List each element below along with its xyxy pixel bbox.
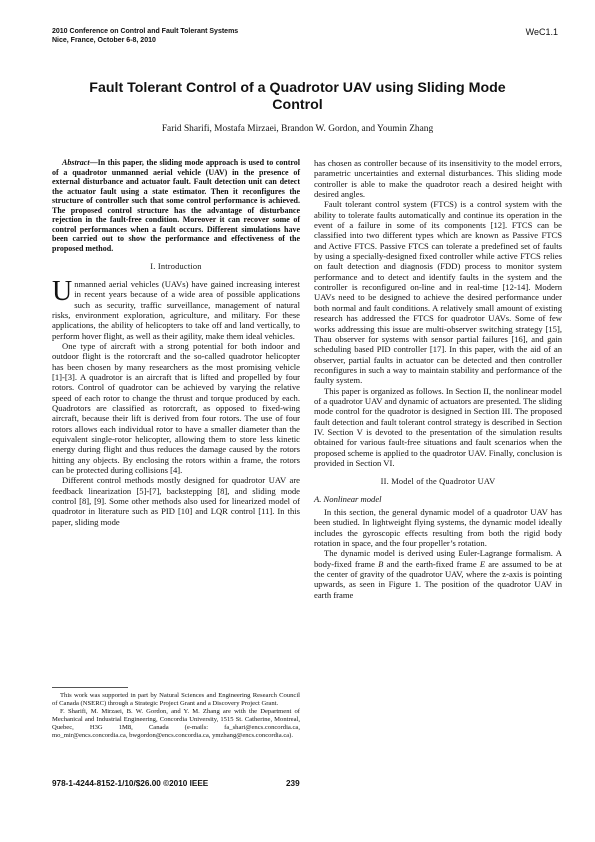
right-paragraph-5-part-a: The dynamic model is derived using Euler-Lagrange formalism. A body-fixed frame (314, 548, 562, 569)
left-column (52, 158, 300, 527)
intro-paragraph-1 (52, 275, 300, 341)
right-paragraph-1: has chosen as controller because of its insensitivity to the model errors, parametric uncertainties and external disturbances. This sliding mode controller is able to make the quadrotor reach a desired height with desired angles. (314, 158, 562, 200)
right-paragraph-5 (314, 548, 562, 600)
page-number: 239 (286, 779, 300, 788)
footnote-funding: This work was supported in part by Natural Sciences and Engineering Research Council of Canada (NSERC) through a Strategic Project Grant and a Discovery Project Grant. (52, 692, 300, 708)
footnote (52, 692, 300, 741)
section-heading-model: II. Model of the Quadrotor UAV (380, 477, 496, 487)
conference-line-1: 2010 Conference on Control and Fault Tolerant Systems (52, 28, 239, 35)
subsection-heading-nonlinear-model: A. Nonlinear model (314, 493, 382, 504)
title-line-2: Control (272, 97, 323, 113)
right-paragraph-2: Fault tolerant control system (FTCS) is a control system with the ability to tolerate faults automatically and continue its operation in the event of a failure in some of its components [12]. FTCS can be classified into two different types which are known as Passive FTCS and Active FTCS. Passive FTCS can tolerate a predefined set of faults by using a specially-designed fixed controller while active FTCS relies on fault detection and diagnosis (FDD) process to monitor system performance and to detect and identify faults in the system and the controller is reconfigured on-line and in real-time [12-14]. Modern UAVs need to be designed to achieve the desired performance under both normal and fault conditions. A relatively small amount of existing research has addressed the FTCS for quadrotor UAVs. Some of few works addressing this issue are multi-observer switching strategy [15], Thau observer for systems with sensor partial failures [16], and gain scheduling based PID controller [17]. In this paper, with the aid of an observer, partial faults in actuator can be detected and then controller reconfigures in such a way to maintain stability and performance of the faulty system. (314, 199, 562, 386)
section-heading-introduction: I. Introduction (150, 262, 202, 272)
footnote-rule (52, 687, 128, 688)
abstract (52, 158, 300, 253)
paper-title (60, 80, 535, 114)
title-line-1: Fault Tolerant Control of a Quadrotor UAV using Sliding Mode (89, 80, 506, 96)
right-paragraph-4: In this section, the general dynamic model of a quadrotor UAV has been studied. In lightweight flying systems, the dynamic model ideally includes the gyroscopic effects resulting from both the rigid body rotation in space, and the four propeller’s rotation. (314, 507, 562, 549)
session-code: WeC1.1 (525, 27, 558, 37)
isbn-footer: 978-1-4244-8152-1/10/$26.00 ©2010 IEEE (52, 779, 209, 788)
abstract-text: —In this paper, the sliding mode approach is used to control of a quadrotor unmanned aerial vehicle (UAV) in the presence of external disturbance and actuator fault. Fault detection unit can detect the actuator fault using a state estimator. Then it reconfigures the structure of controller such that some control performance is achieved. The proposed control structure has the advantage of disturbance rejection in the fault-free condition. Moreover it can recover some of control performances when a fault occurs. Different simulations have been carried out to show the performance and effectiveness of the proposed method. (52, 158, 300, 253)
conference-line-2: Nice, France, October 6-8, 2010 (52, 37, 156, 44)
drop-cap: U (52, 275, 73, 307)
earth-frame-symbol: E (479, 558, 486, 569)
author-list: Farid Sharifi, Mostafa Mirzaei, Brandon W. Gordon, and Youmin Zhang (161, 124, 434, 134)
right-paragraph-5-part-c: are assumed to be at the center of gravity of the quadrotor UAV, where the z-axis is pointing upwards, as seen in Figure 1. The position of the quadrotor UAV in earth frame (314, 558, 563, 600)
right-paragraph-3: This paper is organized as follows. In Section II, the nonlinear model of a quadrotor UAV and dynamic of actuators are presented. The sliding mode control for the quadrotor is designed in Section III. The proposed fault detection and fault tolerant control strategy is described in Section IV. Section V is devoted to the presentation of the simulation results obtained for various fault-free situations and fault scenarios when the proposed scheme is applied to the quadrotor UAV. Finally, conclusion is provided in Section VI. (314, 385, 562, 468)
footnote-affiliation: F. Sharifi, M. Mirzaei, B. W. Gordon, and Y. M. Zhang are with the Department of Mechanical and Industrial Engineering, Concordia University, 1515 St. Catherine, Montreal, Quebec, H3G 1M8, Canada (e-mails: fa_shari@encs.concordia.ca, mo_mir@encs.concordia.ca, bwgordon@encs.concordia.ca, ymzhang@encs.concordia.ca). (52, 708, 300, 740)
right-paragraph-5-part-b: and the earth-fixed frame (383, 558, 480, 569)
right-column (314, 158, 562, 600)
conference-header (52, 27, 238, 45)
intro-paragraph-3: Different control methods mostly designed for quadrotor UAV are feedback linearization [5]-[7], backstepping [8], and sliding mode control [8], [9]. Some other methods also used for linearized model of quadrotor in literature such as PID [10] and LQR control [11]. In this paper, sliding mode (52, 475, 300, 527)
intro-paragraph-2: One type of aircraft with a strong potential for both indoor and outdoor flight is the rotorcraft and the so-called quadrotor helicopter has been chosen by many researchers as the most promising vehicle [1]-[3]. A quadrotor is an aircraft that is lifted and propelled by four rotors. Control of quadrotor can be achieved by varying the relative speed of each rotor to change the thrust and torque produced by each. Quadrotors are classified as rotorcraft, as opposed to fixed-wing aircraft, because their lift is derived from four rotors. The use of four rotors allows each individual rotor to have a smaller diameter than the equivalent single-rotor helicopter, allowing them to store less kinetic energy during flight and thus reduces the damage caused by the rotors hitting any objects. By enclosing the rotors within a frame, the rotors can be protected during collisions [4]. (52, 340, 300, 475)
abstract-label: Abstract (62, 158, 90, 167)
body-frame-symbol: B (378, 558, 384, 569)
intro-paragraph-1-text: nmanned aerial vehicles (UAVs) have gained increasing interest in recent years because of a wide area of possible applications such as security, traffic surveillance, management of natural risks, environment exploration, agriculture, and military. For these applications, the ability of helicopters to take off and land vertically, to perform hover flight, as well as their agility, make them ideal vehicles. (52, 278, 300, 341)
